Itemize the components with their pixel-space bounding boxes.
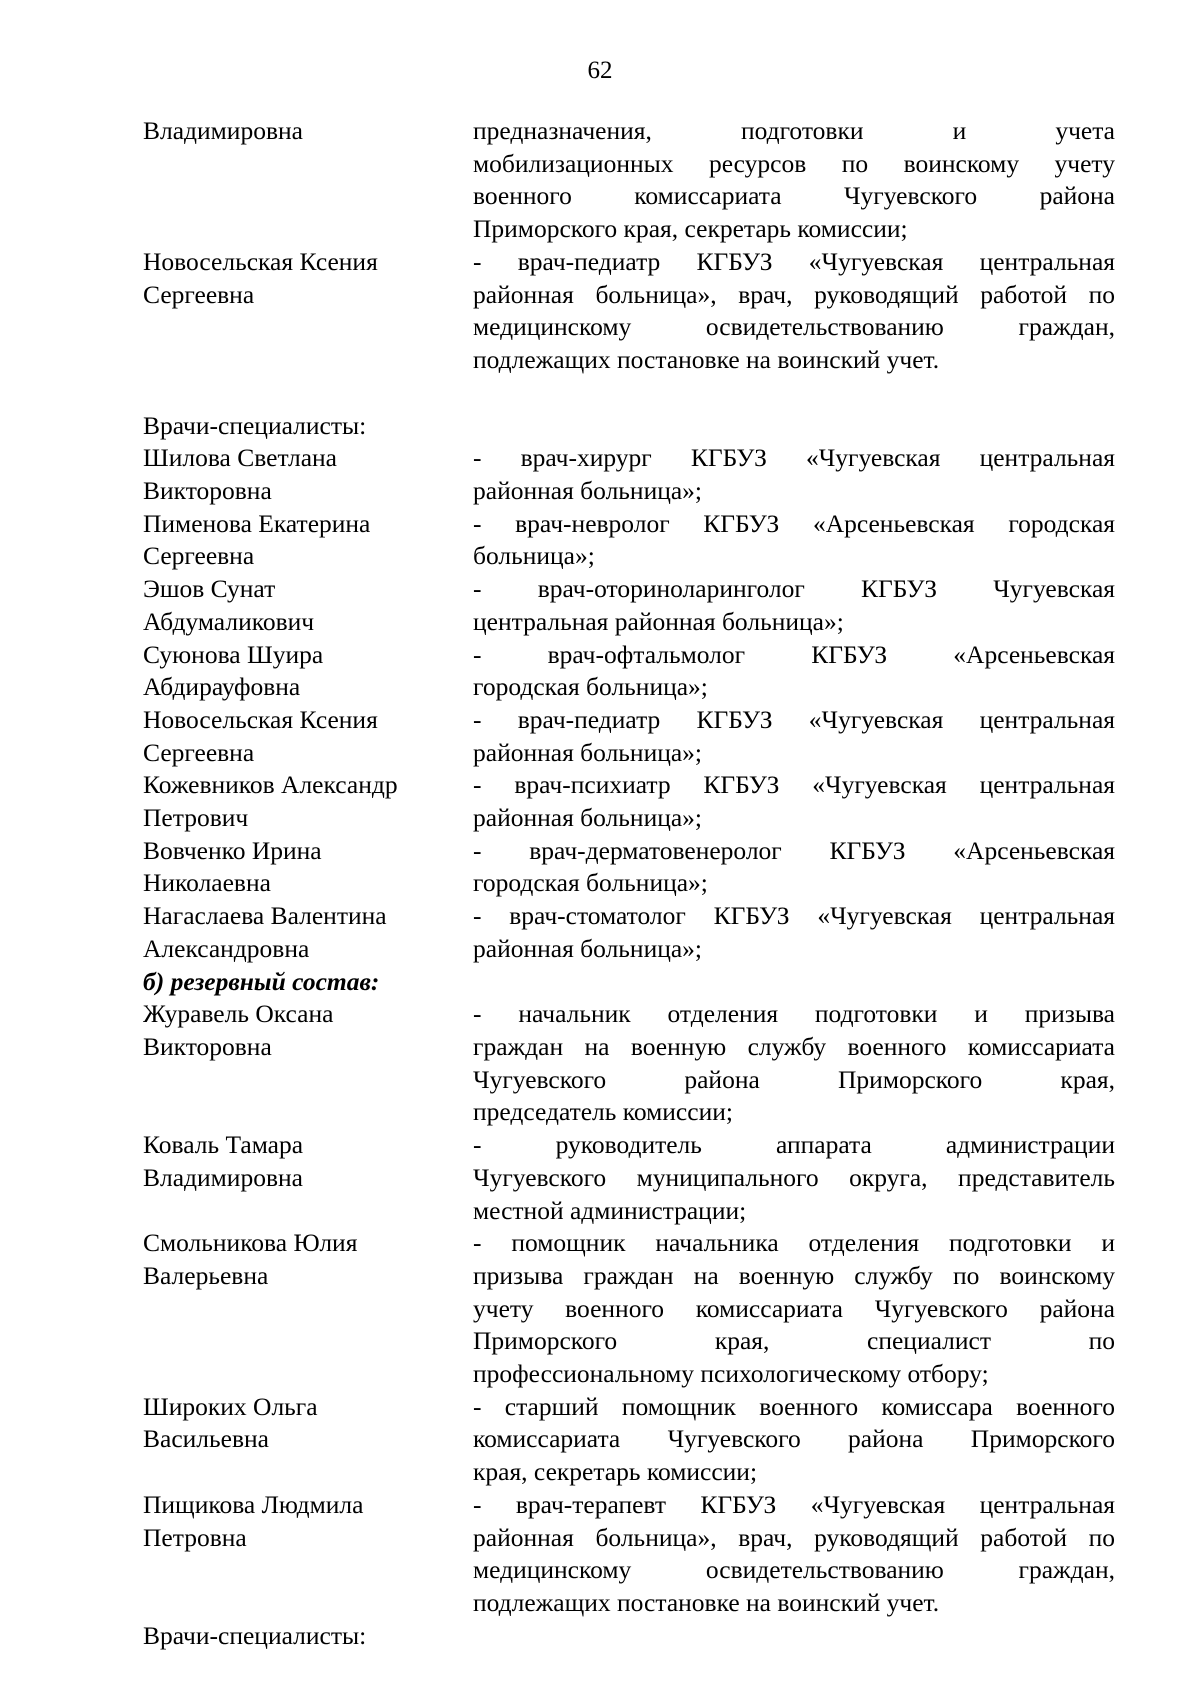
page-number: 62 [587,57,613,84]
member-role-line: предназначения, подготовки и учета [473,116,1115,145]
member-role-line: - врач-хирург КГБУЗ «Чугуевская центральная [473,443,1115,473]
member-role-line: - врач-стоматолог КГБУЗ «Чугуевская центральная [473,901,1115,931]
member-name-line: Пищикова Людмила [143,1489,364,1519]
member-entry [143,1227,1115,1391]
member-role [473,573,1115,638]
member-role [473,1489,1115,1620]
member-name [143,508,473,573]
member-role-line: подлежащих постановке на воинский учет. [473,1587,940,1617]
member-role [473,442,1115,507]
member-name-line: Сергеевна [143,737,255,767]
member-name-line: Суюнова Шуира [143,639,324,669]
member-name-line: Сергеевна [143,279,255,309]
member-name-line: Викторовна [143,1031,272,1061]
member-name-line: Владимировна [143,116,303,145]
member-entry [143,1391,1115,1489]
member-role-line: районная больница»; [473,933,703,963]
member-entry [143,835,1115,900]
member-role-line: граждан на военную службу военного комиссариата [473,1031,1115,1061]
member-name-line: Александровна [143,933,310,963]
member-name-line: Эшов Сунат [143,574,276,604]
member-name-line: Сергеевна [143,541,255,571]
document-body [143,115,1115,1652]
member-role-line: районная больница», врач, руководящий работой по [473,1522,1115,1552]
member-name-line: Абдирауфовна [143,672,301,702]
member-name-line: Смольникова Юлия [143,1228,358,1258]
member-entry [143,769,1115,834]
member-name-line: Петрович [143,803,249,833]
member-name-line: Кожевников Александр [143,770,398,800]
member-role-line: больница»; [473,541,595,571]
section-heading: Врачи-специалисты: [143,1620,367,1650]
member-name-line: Широких Ольга [143,1391,318,1421]
member-role-line: Приморского края, специалист по [473,1326,1115,1356]
member-name-line: Валерьевна [143,1260,269,1290]
member-name-line: Коваль Тамара [143,1130,304,1160]
blank-line [143,377,1115,410]
member-name [143,639,473,704]
member-role [473,508,1115,573]
member-name [143,835,473,900]
member-role-line: - старший помощник военного комиссара военного [473,1391,1115,1421]
member-role [473,998,1115,1129]
member-entry [143,1129,1115,1227]
member-name [143,246,473,377]
member-name-line: Шилова Светлана [143,443,337,473]
member-entry [143,1489,1115,1620]
member-name-line: Абдумаликович [143,606,315,636]
member-name-line: Новосельская Ксения [143,246,378,276]
member-role-line: районная больница», врач, руководящий работой по [473,279,1115,309]
member-role-line: местной администрации; [473,1195,747,1225]
member-role-line: медицинскому освидетельствованию граждан, [473,312,1115,342]
member-entry [143,246,1115,377]
member-role [473,115,1115,246]
member-role [473,1391,1115,1489]
member-role [473,704,1115,769]
member-role-line: мобилизационных ресурсов по воинскому учету [473,148,1115,178]
member-role [473,900,1115,965]
member-role [473,835,1115,900]
member-role-line: городская больница»; [473,868,708,898]
member-name [143,442,473,507]
member-entry [143,900,1115,965]
member-role-line: - врач-психиатр КГБУЗ «Чугуевская центральная [473,770,1115,800]
member-entry [143,115,1115,246]
member-role-line: - врач-педиатр КГБУЗ «Чугуевская центральная [473,246,1115,276]
member-role [473,1227,1115,1391]
member-name [143,704,473,769]
member-role-line: - врач-дерматовенеролог КГБУЗ «Арсеньевская [473,835,1115,865]
member-role-line: - начальник отделения подготовки и призыва [473,999,1115,1029]
member-entry [143,704,1115,769]
member-name-line: Владимировна [143,1162,303,1192]
member-role [473,246,1115,377]
member-entry [143,573,1115,638]
member-name-line: Нагаслаева Валентина [143,901,387,931]
member-role-line: учету военного комиссариата Чугуевского района [473,1293,1115,1323]
member-name-line: Журавель Оксана [143,999,334,1029]
member-name-line: Новосельская Ксения [143,704,378,734]
member-entry [143,442,1115,507]
member-name-line: Викторовна [143,476,272,506]
member-role-line: - врач-невролог КГБУЗ «Арсеньевская городская [473,508,1115,538]
member-name [143,1129,473,1227]
member-role-line: - руководитель аппарата администрации [473,1130,1115,1160]
member-role-line: городская больница»; [473,672,708,702]
member-name [143,573,473,638]
member-role-line: районная больница»; [473,803,703,833]
member-name-line: Вовченко Ирина [143,835,322,865]
member-entry [143,998,1115,1129]
member-role-line: районная больница»; [473,737,703,767]
member-role [473,769,1115,834]
member-name [143,1227,473,1391]
member-name [143,1489,473,1620]
section-heading: Врачи-специалисты: [143,410,367,440]
member-role-line: - помощник начальника отделения подготовки и [473,1228,1115,1258]
member-name-line: Николаевна [143,868,271,898]
member-role-line: Чугуевского муниципального округа, представитель [473,1162,1115,1192]
member-role-line: Приморского края, секретарь комиссии; [473,214,908,244]
member-role [473,639,1115,704]
member-entry [143,508,1115,573]
member-role-line: районная больница»; [473,476,703,506]
member-name [143,998,473,1129]
member-role-line: - врач-оториноларинголог КГБУЗ Чугуевская [473,574,1115,604]
member-name [143,900,473,965]
member-role-line: - врач-педиатр КГБУЗ «Чугуевская центральная [473,704,1115,734]
member-name [143,1391,473,1489]
member-name-line: Пименова Екатерина [143,508,371,538]
member-role-line: военного комиссариата Чугуевского района [473,181,1115,211]
member-name-line: Петровна [143,1522,247,1552]
member-role-line: комиссариата Чугуевского района Приморского [473,1424,1115,1454]
member-entry [143,639,1115,704]
member-role-line: Чугуевского района Приморского края, [473,1064,1115,1094]
member-role [473,1129,1115,1227]
member-role-line: края, секретарь комиссии; [473,1457,758,1487]
section-heading-reserve: б) резервный состав: [143,966,380,996]
member-role-line: председатель комиссии; [473,1097,733,1127]
member-role-line: центральная районная больница»; [473,606,844,636]
member-name [143,115,473,246]
member-name-line: Васильевна [143,1424,269,1454]
member-role-line: - врач-офтальмолог КГБУЗ «Арсеньевская [473,639,1115,669]
member-role-line: профессиональному психологическому отбору; [473,1359,989,1389]
member-role-line: медицинскому освидетельствованию граждан, [473,1555,1115,1585]
member-role-line: призыва граждан на военную службу по воинскому [473,1260,1115,1290]
member-name [143,769,473,834]
member-role-line: подлежащих постановке на воинский учет. [473,344,940,374]
member-role-line: - врач-терапевт КГБУЗ «Чугуевская центральная [473,1489,1115,1519]
